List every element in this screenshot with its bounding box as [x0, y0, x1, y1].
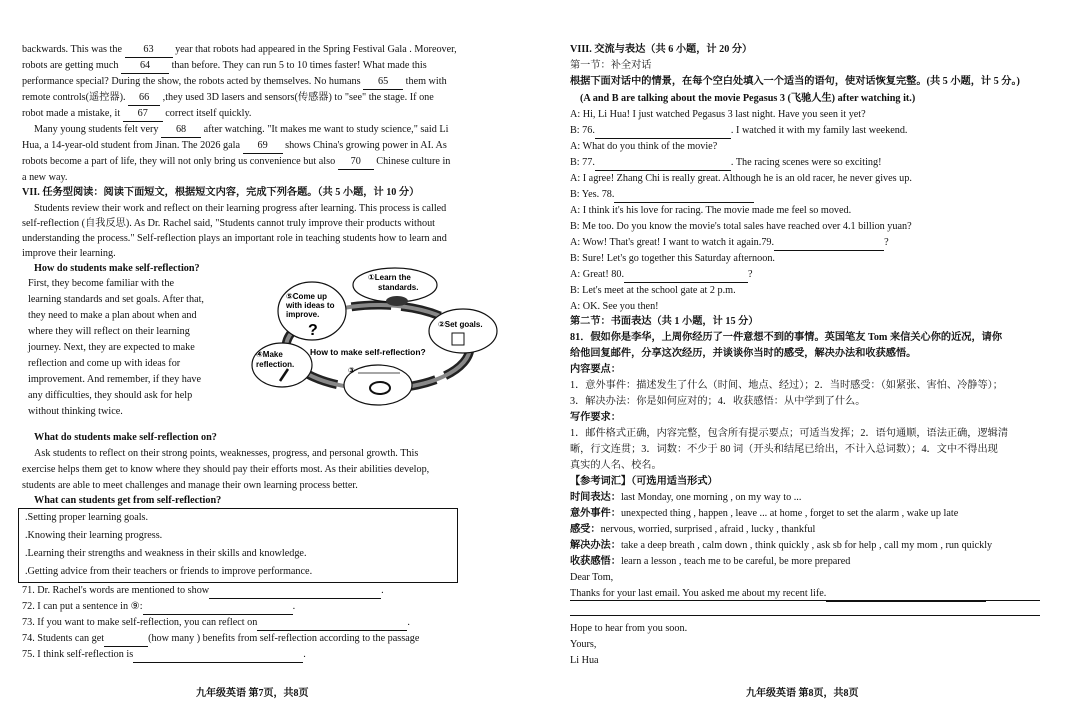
cloze-blank-63[interactable]: 63	[125, 43, 173, 58]
section-8-title: VIII. 交流与表达（共 6 小题，计 20 分）	[570, 44, 753, 55]
answer-blank-77[interactable]	[595, 156, 731, 171]
dialogue-text: ?	[748, 269, 753, 280]
step-4-label: reflection.	[256, 360, 295, 369]
passage-text: them with	[403, 76, 447, 87]
dialogue-line: B: Me too. Do you know the movie's total sales have reached over 4.1 billion yuan?	[570, 221, 912, 232]
dialogue-line	[570, 124, 907, 139]
dialogue-line: A: I agree! Zhang Chi is really great. Although he is an old racer, he never gives up.	[570, 173, 912, 184]
passage-text: remote controls(遥控器).	[22, 92, 129, 103]
point-line: 1．意外事件：描述发生了什么（时间、地点、经过）；2．当时感受：（如紧张、害怕、冷静等）；	[570, 380, 1003, 391]
how-line: where they will reflect on their learning	[28, 326, 190, 337]
vocab-line	[570, 507, 958, 521]
step-3-label: ③	[348, 366, 355, 375]
vocab-label: 解决办法：	[570, 540, 621, 551]
question-punct: .	[292, 601, 296, 612]
dialogue-text: . I watched it with my family last weekend.	[730, 125, 908, 136]
requirement-line: 1．邮件格式正确，内容完整，包含所有提示要点；可适当发挥；2．语句通顺，语法正确，逻辑清	[570, 428, 1009, 439]
cloze-blank-70[interactable]: 70	[338, 155, 374, 170]
what-line: students are able to meet challenges and manage their own learning process better.	[22, 480, 358, 491]
vocab-title: 【参考词汇】（可选用适当形式）	[570, 476, 718, 487]
question-text: 71. Dr. Rachel's words are mentioned to show	[22, 585, 210, 596]
right-page	[540, 0, 1080, 721]
how-line: learning standards and set goals. After that,	[28, 294, 204, 305]
passage-line	[22, 139, 447, 154]
question-punct: .	[407, 617, 410, 628]
step-1-label: standards.	[378, 283, 419, 292]
requirements-title: 写作要求：	[570, 412, 621, 423]
answer-blank-72[interactable]	[143, 600, 293, 615]
dialogue-text: ?	[884, 237, 889, 248]
benefits-box	[18, 508, 458, 583]
dialogue-line	[570, 156, 882, 171]
vocab-text: nervous, worried, surprised , afraid , lucky , thankful	[600, 524, 816, 535]
benefit-item: .Knowing their learning progress.	[25, 530, 163, 541]
step-1-label: ①Learn the	[368, 273, 411, 282]
letter-signature: Li Hua	[570, 655, 599, 666]
letter-closing: Hope to hear from you soon.	[570, 623, 688, 634]
part-2-title: 第二节：书面表达（共 1 小题，计 15 分）	[570, 316, 759, 327]
point-line: 3．解决办法：你是如何应对的；4．收获感悟：从中学到了什么。	[570, 396, 866, 407]
step-5-label: with ideas to	[286, 301, 335, 310]
dialogue-line: B: Sure! Let's go together this Saturday afternoon.	[570, 253, 775, 264]
dialogue-text: B: 76.	[570, 125, 595, 136]
passage-text: after watching. "It makes me want to study science," said Li	[201, 124, 449, 135]
dialogue-line: A: What do you think of the movie?	[570, 141, 718, 152]
question-text: 73. If you want to make self-reflection, you can reflect on	[22, 617, 258, 628]
how-heading: How do students make self-reflection?	[34, 263, 200, 274]
question-mark-icon: ?	[308, 322, 318, 339]
cloze-blank-64[interactable]: 64	[121, 59, 169, 74]
question-75	[22, 648, 306, 663]
step-2-label: ②Set goals.	[438, 320, 483, 329]
diagram-center-label: How to make self-reflection?	[310, 347, 426, 357]
self-reflection-cycle-diagram	[250, 265, 500, 425]
vocab-label: 感受：	[570, 524, 601, 535]
passage-text: backwards. This was the	[22, 44, 125, 55]
question-text: (how many ) benefits from self-reflection according to the passage	[148, 633, 420, 644]
passage-text: than before. They can run 5 to 10 times faster! What made this	[169, 60, 427, 71]
vocab-label: 时间表达：	[570, 492, 621, 503]
answer-blank-73[interactable]	[257, 616, 407, 631]
vocab-line	[570, 539, 992, 553]
letter-opening-text: Thanks for your last email. You asked me about my recent life.	[570, 588, 827, 599]
vocab-line	[570, 491, 801, 505]
writing-line[interactable]	[570, 600, 1040, 601]
vocab-label: 意外事件：	[570, 508, 621, 519]
page-footer: 九年级英语 第7页，共8页	[196, 688, 309, 699]
vocab-text: learn a lesson , teach me to be careful, be more prepared	[620, 556, 851, 567]
passage-line	[22, 107, 251, 122]
passage-text: robot made a mistake, it	[22, 108, 123, 119]
letter-signoff: Yours,	[570, 639, 597, 650]
intro-line: understanding the process." Self-reflection plays an important role in teaching students how to learn and	[22, 233, 447, 244]
answer-blank-76[interactable]	[595, 124, 731, 139]
dialogue-text: . The racing scenes were so exciting!	[730, 157, 882, 168]
passage-text: robots become a part of life, they will not only bring us convenience but also	[22, 156, 338, 167]
question-71	[22, 584, 384, 599]
what-heading: What do students make self-reflection on?	[34, 432, 217, 443]
dialogue-line	[570, 268, 753, 283]
cloze-blank-65[interactable]: 65	[363, 75, 403, 90]
question-text: 75. I think self-reflection is	[22, 649, 134, 660]
passage-line	[22, 43, 457, 58]
how-line: any difficulties, they should ask for help	[28, 390, 193, 401]
how-line: without thinking twice.	[28, 406, 123, 417]
passage-line	[22, 59, 427, 74]
book-icon	[386, 296, 408, 306]
cloze-blank-68[interactable]: 68	[161, 123, 201, 138]
dialogue-line	[570, 236, 889, 251]
dialogue-line: B: Let's meet at the school gate at 2 p.m.	[570, 285, 736, 296]
what-line: exercise helps them get to know where they should pay their efforts most. As their abilities develop,	[22, 464, 430, 475]
passage-text: Many young students felt very	[34, 124, 162, 135]
how-line: they need to make a plan about when and	[28, 310, 197, 321]
passage-line	[34, 123, 448, 138]
cloze-blank-69[interactable]: 69	[243, 139, 283, 154]
dialogue-context: (A and B are talking about the movie Pegasus 3 (飞驰人生) after watching it.)	[580, 93, 916, 104]
question-punct: .	[303, 649, 306, 660]
writing-line[interactable]	[570, 615, 1040, 616]
cloze-blank-67[interactable]: 67	[123, 107, 163, 122]
points-title: 内容要点：	[570, 364, 621, 375]
answer-blank-75[interactable]	[133, 648, 303, 663]
how-line: First, they become familiar with the	[28, 278, 174, 289]
page-footer: 九年级英语 第8页，共8页	[746, 688, 859, 699]
benefit-item: .Learning their strengths and weakness in their skills and knowledge.	[25, 548, 307, 559]
benefit-item: .Setting proper learning goals.	[25, 512, 149, 523]
dialogue-text: B: Yes. 78.	[570, 189, 615, 200]
intro-line: Students review their work and reflect on their learning progress after learning. This process is called	[34, 203, 447, 214]
get-heading: What can students get from self-reflection?	[34, 495, 222, 506]
how-line: improvement. And remember, if they have	[28, 374, 202, 385]
requirement-line: 真实的人名、校名。	[570, 460, 662, 471]
passage-text: correct itself quickly.	[162, 108, 252, 119]
question-punct: .	[381, 585, 384, 596]
answer-blank-71[interactable]	[209, 584, 381, 599]
intro-line: improve their learning.	[22, 248, 116, 259]
dialogue-text: B: 77.	[570, 157, 595, 168]
passage-text: Chinese culture in	[373, 156, 451, 167]
part-1-instruction: 根据下面对话中的情景，在每个空白处填入一个适当的语句，使对话恢复完整。(共 5 小题，计 5 分。)	[570, 76, 1020, 87]
requirement-line: 晰，行文连贯；3．词数：不少于 80 词（开头和结尾已给出，不计入总词数）；4．文中不得出现	[570, 444, 998, 455]
passage-text: Hua, a 14-year-old student from Jinan. The 2026 gala	[22, 140, 243, 151]
notepad-icon	[452, 333, 464, 345]
passage-text: a new way.	[22, 172, 68, 183]
passage-text: performance special? During the show, the robots acted by themselves. No humans	[22, 76, 364, 87]
question-text: 72. I can put a sentence in ⑨:	[22, 601, 143, 612]
section-7-title: VII. 任务型阅读：阅读下面短文，根据短文内容，完成下列各题。（共 5 小题，计 10 分）	[22, 187, 420, 198]
answer-blank-80[interactable]	[624, 268, 748, 283]
dialogue-line: A: Hi, Li Hua! I just watched Pegasus 3 last night. Have you seen it yet?	[570, 109, 866, 120]
question-74	[22, 632, 419, 647]
passage-text: shows China's growing power in AI. As	[282, 140, 447, 151]
passage-text: robots are getting much	[22, 60, 122, 71]
how-line: reflection and come up with ideas for	[28, 358, 181, 369]
vocab-text: take a deep breath , calm down , think quickly , ask sb for help , call my mom , run quickly	[620, 540, 993, 551]
vocab-line	[570, 523, 815, 537]
passage-text: ,they used 3D lasers and sensors(传感器) to "see" the stage. If one	[160, 92, 434, 103]
letter-greeting: Dear Tom,	[570, 572, 614, 583]
dialogue-text: A: Great! 80.	[570, 269, 625, 280]
dialogue-text: A: Wow! That's great! I want to watch it again.79.	[570, 237, 775, 248]
step-4-label: ④Make	[256, 350, 283, 359]
question-73	[22, 616, 410, 631]
answer-blank-79[interactable]	[774, 236, 884, 251]
question-text: 74. Students can get	[22, 633, 105, 644]
part-1-title: 第一节：补全对话	[570, 60, 652, 71]
benefit-item: .Getting advice from their teachers or friends to improve performance.	[25, 566, 313, 577]
dialogue-line	[570, 188, 754, 203]
passage-line	[22, 91, 434, 106]
vocab-line	[570, 555, 850, 569]
step-2-bubble	[429, 309, 497, 353]
vocab-text: last Monday, one morning , on my way to ...	[620, 492, 802, 503]
vocab-label: 收获感悟：	[570, 556, 621, 567]
question-72	[22, 600, 295, 615]
passage-line	[22, 171, 67, 185]
answer-blank-78[interactable]	[614, 188, 754, 203]
intro-line: self-reflection (自我反思). As Dr. Rachel said, "Students cannot truly improve their products without	[22, 218, 435, 229]
q81-line: 给他回复邮件，分享这次经历，并谈谈你当时的感受，解决办法和收获感悟。	[570, 348, 917, 359]
how-line: journey. Next, they are expected to make	[28, 342, 195, 353]
answer-blank-74[interactable]	[104, 632, 148, 647]
vocab-text: unexpected thing , happen , leave ... at home , forget to set the alarm , wake up late	[620, 508, 959, 519]
passage-text: year that robots had appeared in the Spring Festival Gala . Moreover,	[172, 44, 457, 55]
passage-line	[22, 155, 450, 170]
dialogue-line: A: OK. See you then!	[570, 301, 659, 312]
passage-line	[22, 75, 447, 90]
step-5-label: ⑤Come up	[286, 292, 327, 301]
what-line: Ask students to reflect on their strong points, weaknesses, progress, and personal growth. This	[34, 448, 419, 459]
cloze-blank-66[interactable]: 66	[128, 91, 160, 106]
q81-line: 81．假如你是李华，上周你经历了一件意想不到的事情。英国笔友 Tom 来信关心你的近况，请你	[570, 332, 1003, 343]
dialogue-line: A: I think it's his love for racing. The movie made me feel so moved.	[570, 205, 852, 216]
step-5-label: improve.	[286, 310, 320, 319]
